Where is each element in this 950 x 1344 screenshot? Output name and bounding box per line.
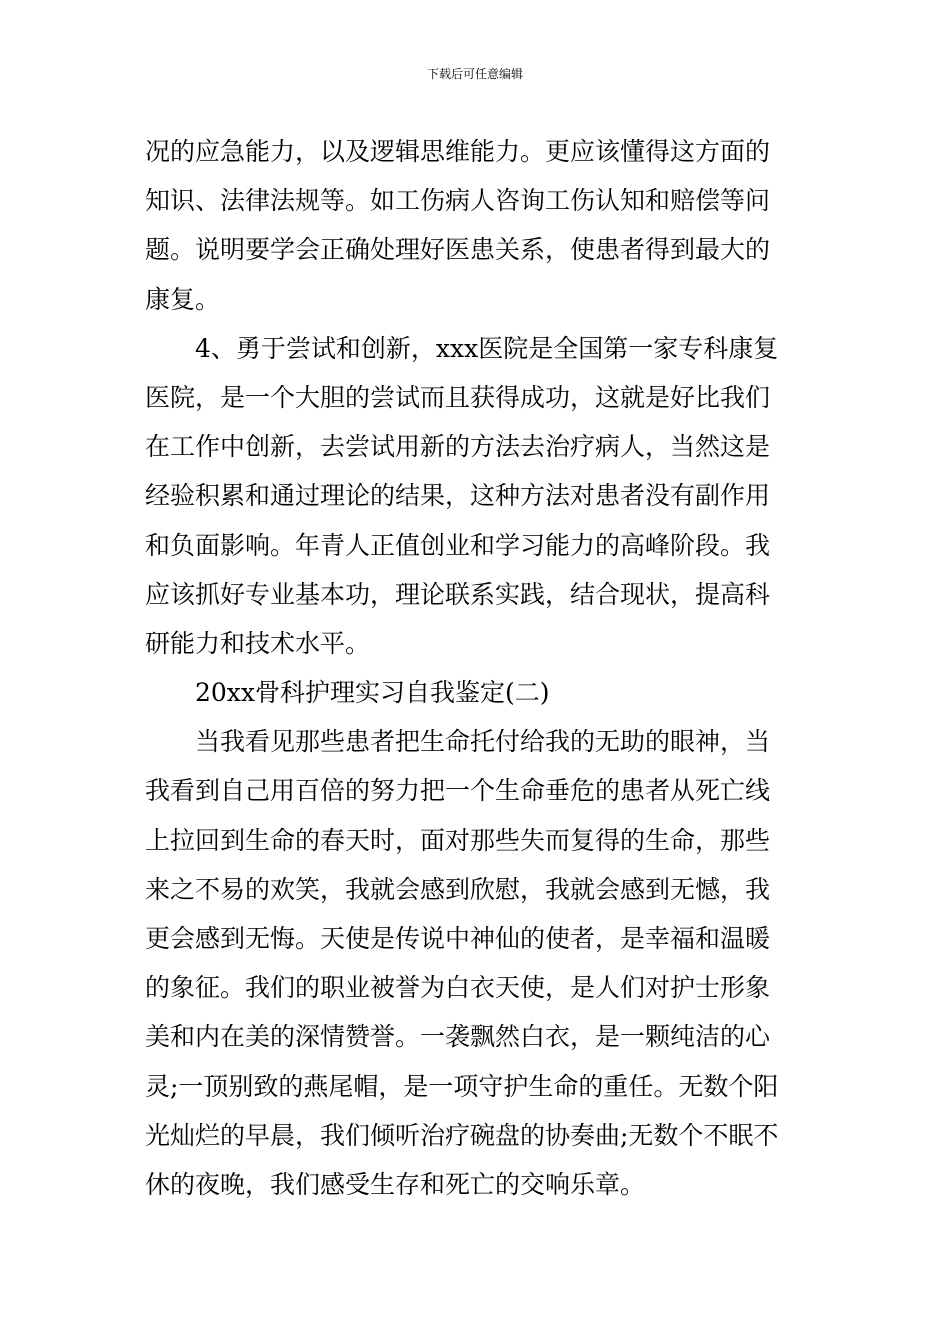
text-line: 来之不易的欢笑，我就会感到欣慰，我就会感到无憾，我 [145, 874, 771, 904]
text-line: 康复。 [145, 284, 221, 314]
text-line: 经验积累和通过理论的结果，这种方法对患者没有副作用 [145, 481, 771, 511]
text-line: 我看到自己用百倍的努力把一个生命垂危的患者从死亡线 [145, 776, 771, 806]
text-line: 灵;一顶别致的燕尾帽，是一项守护生命的重任。无数个阳 [145, 1071, 779, 1101]
text-line: 休的夜晚，我们感受生存和死亡的交响乐章。 [145, 1169, 646, 1199]
text-line: 知识、法律法规等。如工伤病人咨询工伤认知和赔偿等问 [145, 186, 771, 216]
body-text [145, 127, 807, 1209]
header-note: 下载后可任意编辑 [426, 67, 523, 81]
text-line: 上拉回到生命的春天时，面对那些失而复得的生命，那些 [145, 825, 771, 855]
text-line: 和负面影响。年青人正值创业和学习能力的高峰阶段。我 [145, 530, 771, 560]
text-line: 研能力和技术水平。 [145, 628, 371, 658]
text-line: 4、勇于尝试和创新，xxx医院是全国第一家专科康复 [195, 333, 779, 363]
text-line: 更会感到无悔。天使是传说中神仙的使者，是幸福和温暖 [145, 924, 771, 953]
text-line: 美和内在美的深情赞誉。一袭飘然白衣，是一颗纯洁的心 [145, 1022, 771, 1052]
text-line: 况的应急能力，以及逻辑思维能力。更应该懂得这方面的 [145, 137, 771, 166]
text-line: 题。说明要学会正确处理好医患关系，使患者得到最大的 [145, 235, 771, 265]
text-line: 在工作中创新，去尝试用新的方法去治疗病人，当然这是 [145, 432, 771, 462]
text-line: 应该抓好专业基本功，理论联系实践，结合现状，提高科 [145, 579, 771, 609]
section-heading: 20xx骨科护理实习自我鉴定(二) [195, 678, 550, 708]
text-line: 的象征。我们的职业被誉为白衣天使，是人们对护士形象 [145, 973, 771, 1003]
text-line: 医院，是一个大胆的尝试而且获得成功，这就是好比我们 [145, 382, 771, 412]
text-line: 光灿烂的早晨，我们倾听治疗碗盘的协奏曲;无数个不眠不 [145, 1120, 779, 1150]
text-line: 当我看见那些患者把生命托付给我的无助的眼神，当 [195, 727, 771, 757]
